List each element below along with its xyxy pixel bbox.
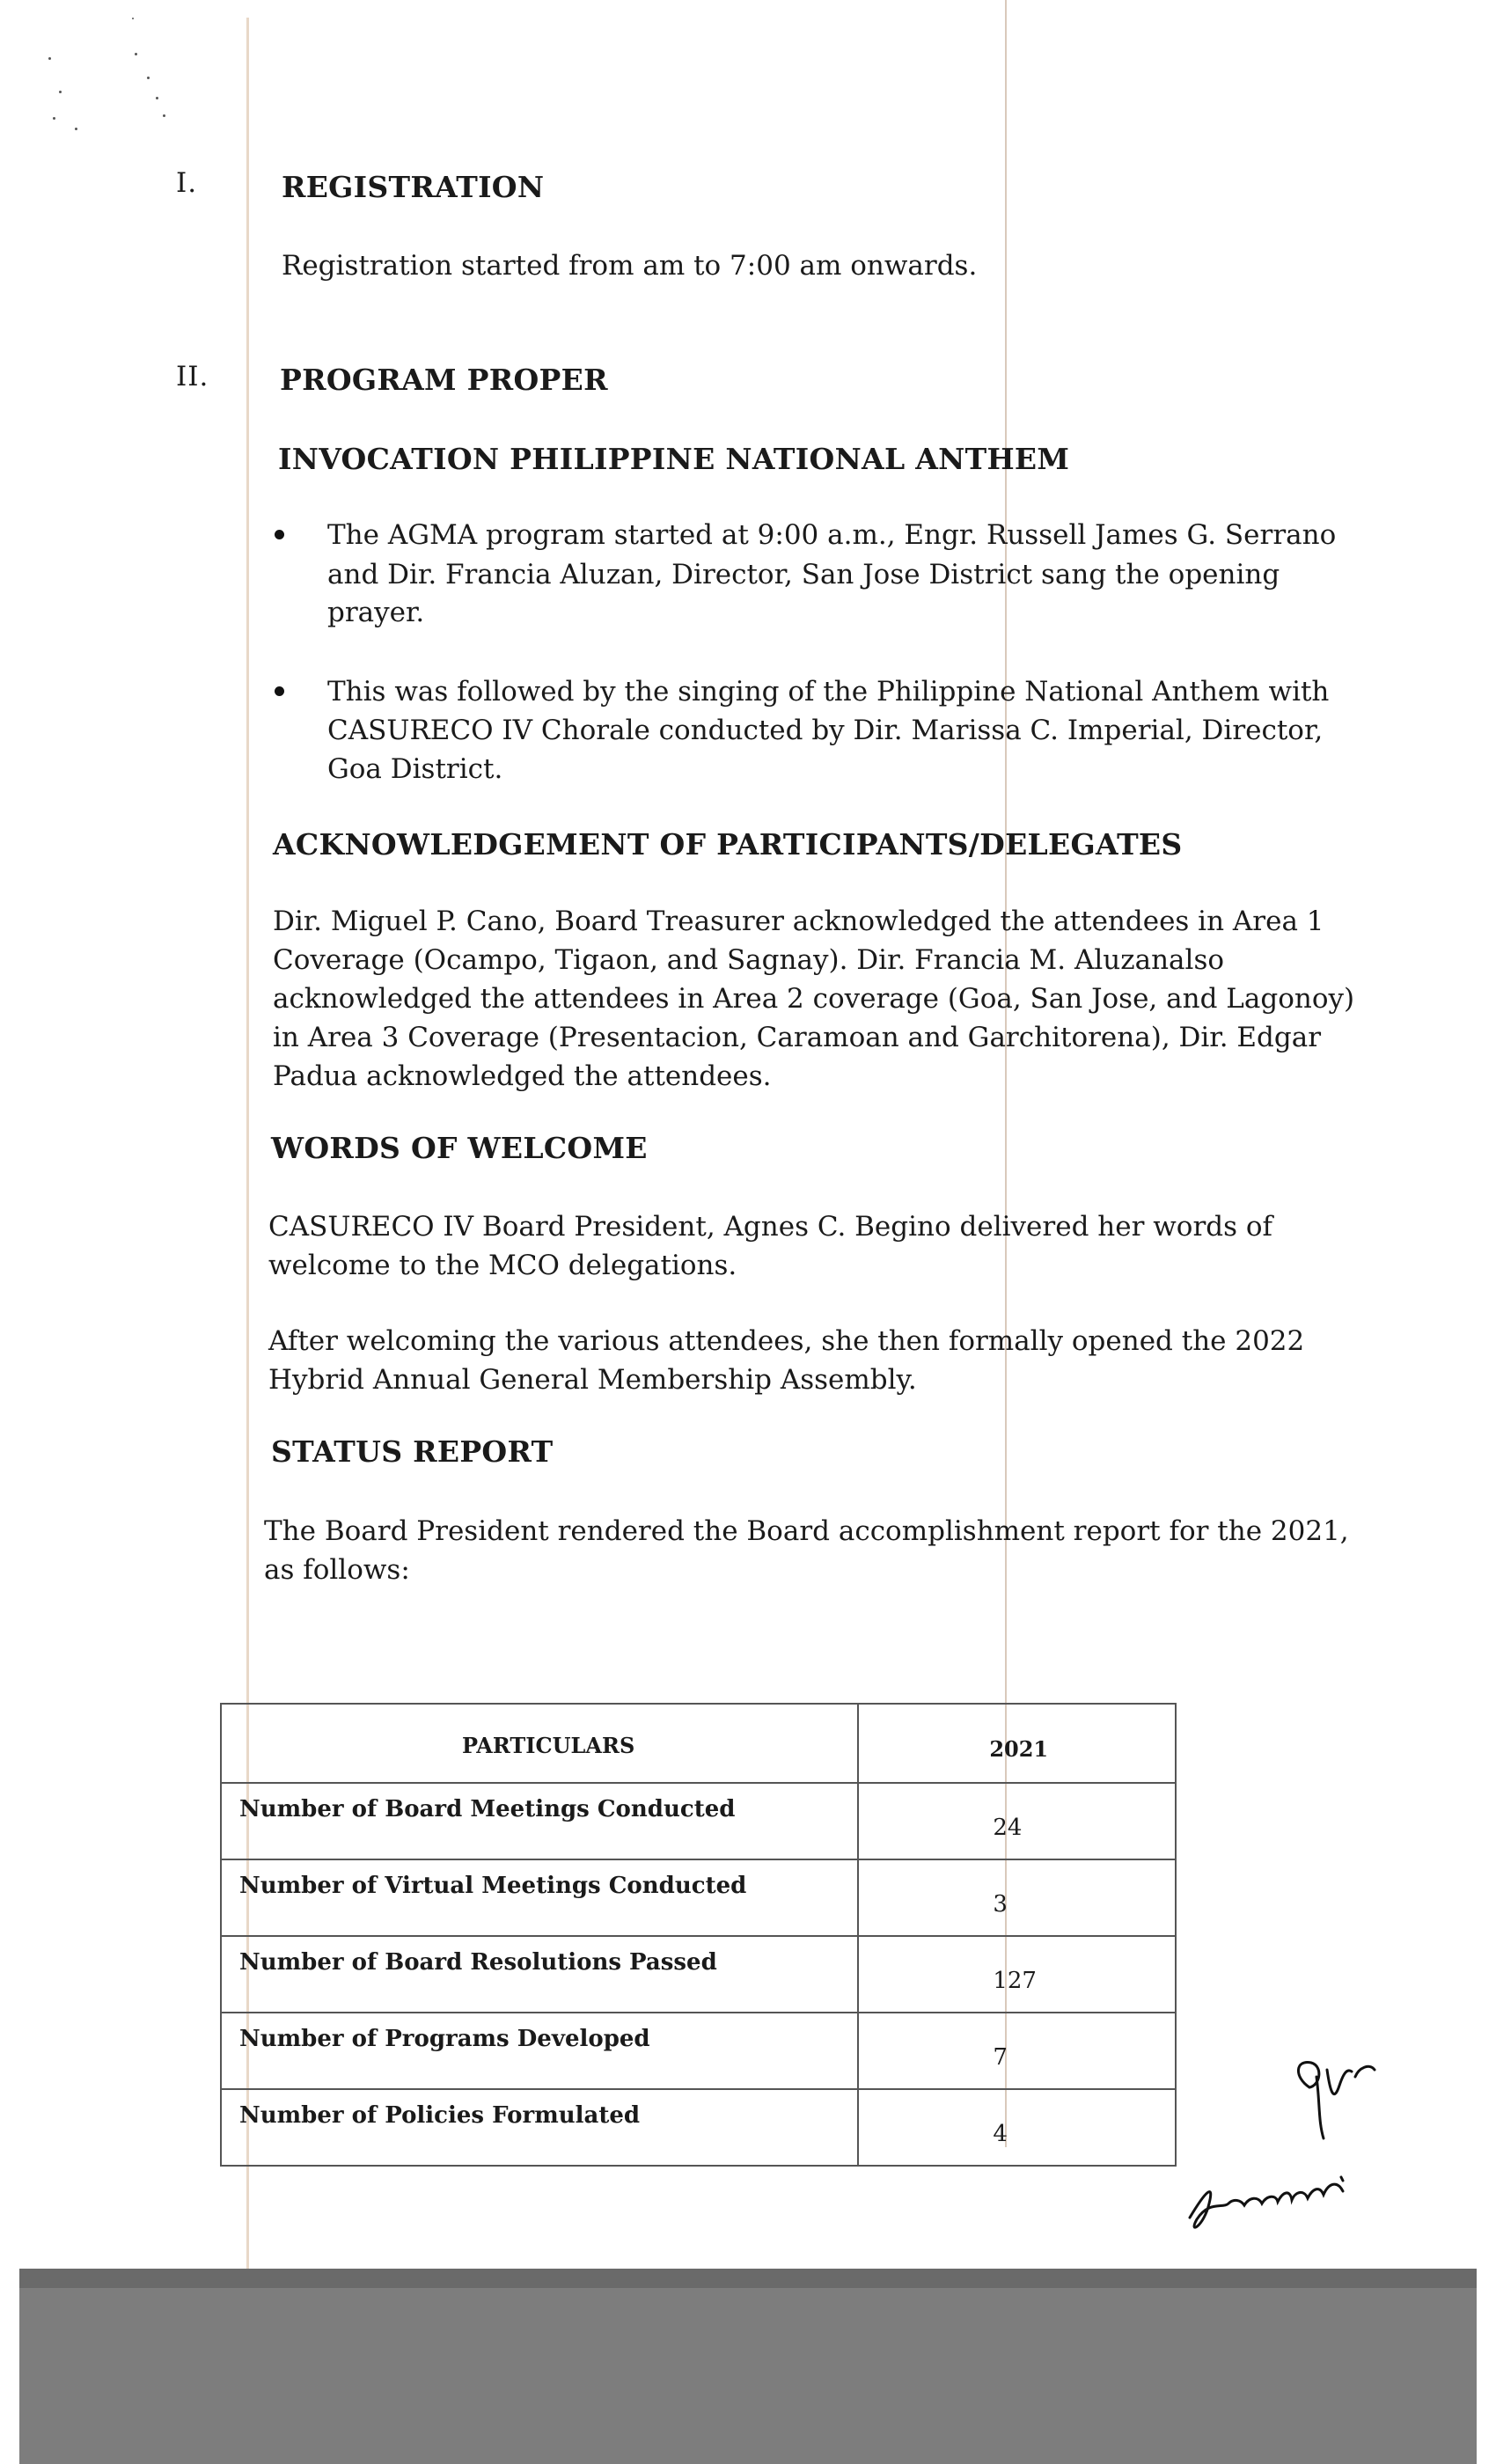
table-row xyxy=(221,1783,1176,1859)
bullet-2-line-1: This was followed by the singing of the Philippine National Anthem with xyxy=(327,676,1330,708)
scan-specks xyxy=(48,13,172,145)
row-value: 3 xyxy=(993,1891,1008,1918)
row-label: Number of Board Meetings Conducted xyxy=(239,1796,736,1822)
row-label: Number of Programs Developed xyxy=(239,2026,650,2052)
program-heading: PROGRAM PROPER xyxy=(280,363,608,397)
acknowledgement-heading: ACKNOWLEDGEMENT OF PARTICIPANTS/DELEGATES xyxy=(273,827,1183,862)
bullet-2-line-2: CASURECO IV Chorale conducted by Dir. Marissa C. Imperial, Director, xyxy=(327,715,1324,746)
status-line-2: as follows: xyxy=(264,1554,410,1586)
header-year: 2021 xyxy=(858,1704,1176,1783)
section-numeral-1: I. xyxy=(176,167,198,199)
row-label: Number of Virtual Meetings Conducted xyxy=(239,1873,747,1899)
bullet-1-line-1: The AGMA program started at 9:00 a.m., Engr. Russell James G. Serrano xyxy=(327,519,1337,551)
welcome-para1-line-2: welcome to the MCO delegations. xyxy=(268,1250,737,1281)
scan-bottom-band xyxy=(19,2269,1477,2464)
table-row xyxy=(221,1859,1176,1936)
row-label: Number of Board Resolutions Passed xyxy=(239,1949,717,1976)
ack-line-2: Coverage (Ocampo, Tigaon, and Sagnay). Dir. Francia M. Aluzanalso xyxy=(273,944,1225,976)
row-value: 127 xyxy=(993,1968,1037,1994)
invocation-heading: INVOCATION PHILIPPINE NATIONAL ANTHEM xyxy=(278,442,1070,476)
ack-line-4: in Area 3 Coverage (Presentacion, Caramoan and Garchitorena), Dir. Edgar xyxy=(273,1022,1322,1053)
bullet-1-line-3: prayer. xyxy=(327,597,425,628)
ack-line-5: Padua acknowledged the attendees. xyxy=(273,1060,772,1092)
row-value: 4 xyxy=(993,2121,1008,2147)
registration-text: Registration started from am to 7:00 am onwards. xyxy=(282,250,978,282)
table-row xyxy=(221,2089,1176,2166)
accomplishment-table xyxy=(220,1703,1177,2167)
registration-heading: REGISTRATION xyxy=(282,170,545,204)
row-label: Number of Policies Formulated xyxy=(239,2102,641,2129)
section-numeral-2: II. xyxy=(176,361,209,392)
ack-line-1: Dir. Miguel P. Cano, Board Treasurer acknowledged the attendees in Area 1 xyxy=(273,906,1324,937)
welcome-para2-line-2: Hybrid Annual General Membership Assembly. xyxy=(268,1364,917,1396)
welcome-para1-line-1: CASURECO IV Board President, Agnes C. Begino delivered her words of xyxy=(268,1211,1273,1243)
bullet-icon xyxy=(275,530,284,539)
handwritten-initials xyxy=(1285,2050,1390,2147)
row-value: 24 xyxy=(993,1815,1023,1841)
status-line-1: The Board President rendered the Board accomplishment report for the 2021, xyxy=(264,1515,1349,1547)
header-particulars: PARTICULARS xyxy=(221,1704,858,1783)
handwritten-signature xyxy=(1179,2165,1364,2244)
status-heading: STATUS REPORT xyxy=(271,1434,554,1469)
bullet-icon xyxy=(275,686,284,696)
table-header-row xyxy=(221,1704,1176,1783)
welcome-para2-line-1: After welcoming the various attendees, she then formally opened the 2022 xyxy=(268,1325,1305,1357)
scan-bottom-edge xyxy=(19,2269,1477,2288)
table-row xyxy=(221,2013,1176,2089)
bullet-1-line-2: and Dir. Francia Aluzan, Director, San Jose District sang the opening xyxy=(327,559,1280,590)
welcome-heading: WORDS OF WELCOME xyxy=(271,1131,648,1165)
table-row xyxy=(221,1936,1176,2013)
ack-line-3: acknowledged the attendees in Area 2 coverage (Goa, San Jose, and Lagonoy) xyxy=(273,983,1355,1015)
bullet-2-line-3: Goa District. xyxy=(327,753,503,785)
row-value: 7 xyxy=(993,2044,1008,2071)
